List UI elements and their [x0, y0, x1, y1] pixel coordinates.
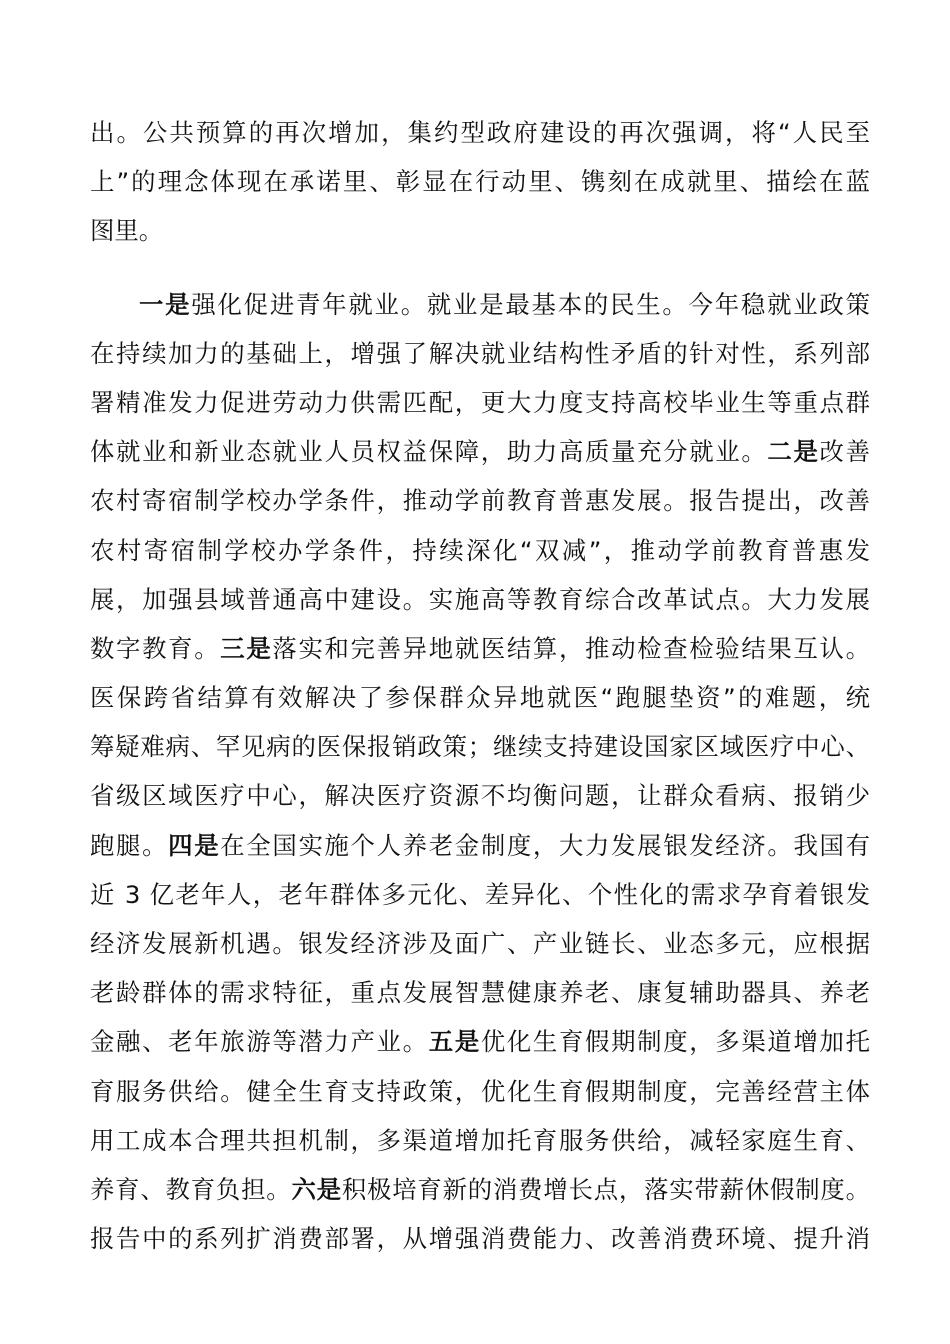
text-span: 体就业和新业态就业人员权益保障，助力高质量充分就业。 — [90, 437, 768, 467]
text-span: 在全国实施个人养老金制度，大力发展银发经济。我国有 — [220, 830, 870, 860]
text-line: 在持续加力的基础上，增强了解决就业结构性矛盾的针对性，系列部 — [90, 338, 870, 368]
text-span: 数字教育。 — [90, 633, 221, 663]
text-line: 农村寄宿制学校办学条件，推动学前教育普惠发展。报告提出，改善 — [90, 486, 870, 516]
text-line — [90, 1017, 870, 1066]
text-span: 金融、老年旅游等潜力产业。 — [90, 1027, 429, 1057]
text-line: 上”的理念体现在承诺里、彰显在行动里、镌刻在成就里、描绘在蓝 — [90, 167, 870, 197]
text-line: 经济发展新机遇。银发经济涉及面广、产业链长、业态多元，应根据 — [90, 929, 870, 958]
text-line — [90, 280, 870, 329]
text-span: 积极培育新的消费增长点，落实带薪休假制度。 — [341, 1174, 870, 1204]
point-marker-2: 二是 — [767, 437, 820, 467]
text-line: 医保跨省结算有效解决了参保群众异地就医“跑腿垫资”的难题，统 — [90, 683, 870, 713]
text-line — [90, 1165, 870, 1214]
text-line: 农村寄宿制学校办学条件，持续深化“双减”，推动学前教育普惠发 — [90, 535, 870, 565]
text-line — [90, 427, 870, 476]
text-line: 图里。 — [90, 216, 164, 246]
text-line: 老龄群体的需求特征，重点发展智慧健康养老、康复辅助器具、养老 — [90, 978, 870, 1008]
point-marker-6: 六是 — [291, 1174, 342, 1204]
text-line: 报告中的系列扩消费部署，从增强消费能力、改善消费环境、提升消 — [90, 1224, 870, 1254]
text-span: 养育、教育负担。 — [90, 1174, 292, 1204]
text-span: 改善 — [819, 437, 870, 467]
text-line — [90, 821, 870, 870]
text-span: 强化促进青年就业。就业是最基本的民生。今年稳就业政策 — [191, 289, 870, 319]
text-span: 优化生育假期制度，多渠道增加托 — [480, 1027, 870, 1057]
text-line: 省级区域医疗中心，解决医疗资源不均衡问题，让群众看病、报销少 — [90, 781, 870, 811]
text-span: 落实和完善异地就医结算，推动检查检验结果互认。 — [272, 633, 870, 663]
text-line: 筹疑难病、罕见病的医保报销政策；继续支持建设国家区域医疗中心、 — [90, 732, 870, 762]
text-line: 育服务供给。健全生育支持政策，优化生育假期制度，完善经营主体 — [90, 1076, 870, 1106]
point-marker-4: 四是 — [168, 830, 221, 860]
body-text — [90, 108, 870, 1263]
text-line: 用工成本合理共担机制，多渠道增加托育服务供给，减轻家庭生育、 — [90, 1125, 870, 1155]
text-line: 近 3 亿老年人，老年群体多元化、差异化、个性化的需求孕育着银发 — [90, 879, 870, 909]
point-marker-5: 五是 — [428, 1027, 481, 1057]
text-line: 出。公共预算的再次增加，集约型政府建设的再次强调，将“人民至 — [90, 118, 870, 147]
text-line — [90, 624, 870, 673]
text-line: 署精准发力促进劳动力供需匹配，更大力度支持高校毕业生等重点群 — [90, 387, 870, 417]
paragraph-gap — [90, 256, 870, 280]
text-span: 跑腿。 — [90, 830, 169, 860]
text-line: 展，加强县域普通高中建设。实施高等教育综合改革试点。大力发展 — [90, 584, 870, 614]
point-marker-1: 一是 — [139, 289, 192, 319]
point-marker-3: 三是 — [220, 633, 273, 663]
